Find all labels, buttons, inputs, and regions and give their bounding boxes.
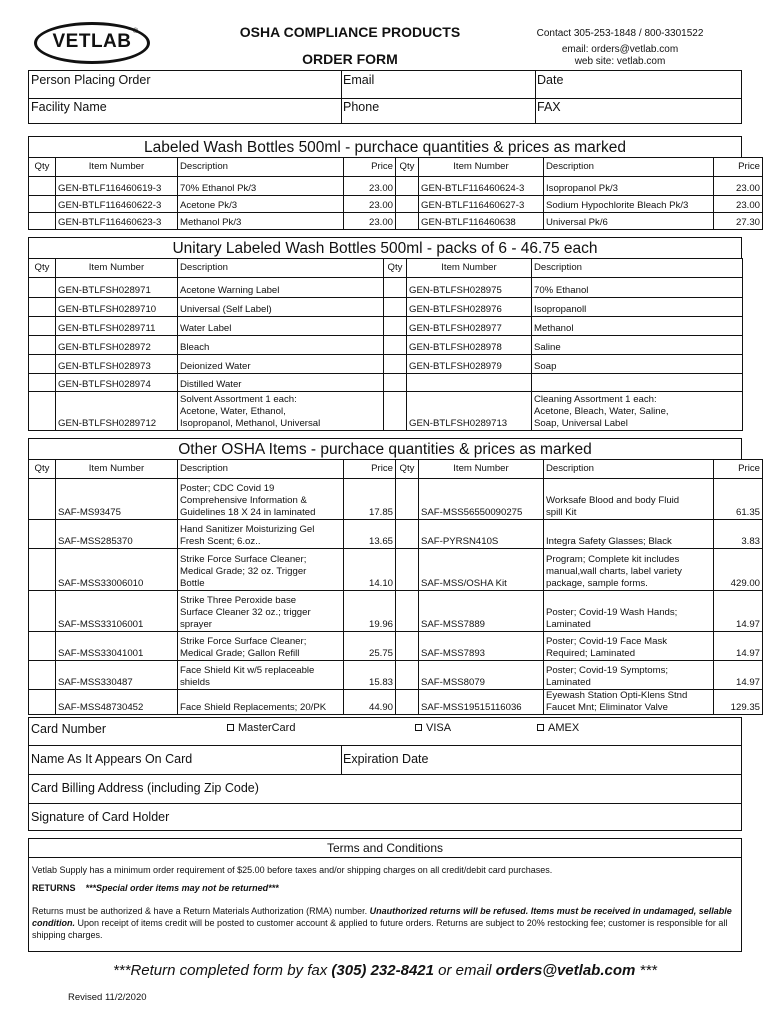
cell-price: 23.00 xyxy=(714,196,763,213)
cell-price: 15.83 xyxy=(344,661,396,690)
cell-item-number: SAF-PYRSN410S xyxy=(419,520,544,549)
footer-text-2: or email xyxy=(433,962,496,979)
cell-description: Hand Sanitizer Moisturizing Gel Fresh Scent; 6.oz.. xyxy=(178,520,344,549)
cell-item-number: SAF-MSS48730452 xyxy=(56,690,178,715)
cell-item-number: SAF-MSS33041001 xyxy=(56,632,178,661)
column-header-item-number: Item Number xyxy=(56,460,178,479)
cell-item-number: SAF-MSS33006010 xyxy=(56,549,178,591)
cell-description: Strike Three Peroxide base Surface Cleaner 32 oz.; trigger sprayer xyxy=(178,591,344,632)
column-header-description: Description xyxy=(544,158,714,177)
cell-price: 14.97 xyxy=(714,591,763,632)
qty-input[interactable] xyxy=(29,213,56,230)
signature-label: Signature of Card Holder xyxy=(31,810,170,824)
qty-input[interactable] xyxy=(29,549,56,591)
mastercard-option[interactable] xyxy=(227,722,295,734)
column-header-item-number: Item Number xyxy=(419,158,544,177)
cell-price: 25.75 xyxy=(344,632,396,661)
cell-price: 61.35 xyxy=(714,479,763,520)
returns-note: ***Special order items may not be returned*** xyxy=(85,883,279,893)
table-row xyxy=(29,690,763,715)
qty-input[interactable] xyxy=(29,317,56,336)
date-field[interactable] xyxy=(535,71,741,99)
cell-item-number: GEN-BTLF116460623-3 xyxy=(56,213,178,230)
section2-table xyxy=(28,258,743,431)
cell-description: Poster; Covid-19 Face Mask Required; Laminated xyxy=(544,632,714,661)
column-header-description: Description xyxy=(178,259,384,278)
cell-description: 70% Ethanol Pk/3 xyxy=(178,177,344,196)
section1-table xyxy=(28,157,763,230)
cell-item-number: SAF-MSS7893 xyxy=(419,632,544,661)
cell-item-number: SAF-MSS8079 xyxy=(419,661,544,690)
cell-description: Saline xyxy=(532,336,743,355)
table-header-row xyxy=(29,460,763,479)
cell-description: Deionized Water xyxy=(178,355,384,374)
vetlab-logo xyxy=(34,22,150,64)
phone-field[interactable] xyxy=(341,98,536,123)
cell-item-number xyxy=(407,374,532,392)
qty-input[interactable] xyxy=(396,661,419,690)
fax-label: FAX xyxy=(537,100,561,114)
cell-description: Poster; Covid-19 Wash Hands; Laminated xyxy=(544,591,714,632)
contact-email: email: orders@vetlab.com xyxy=(561,44,679,55)
visa-checkbox[interactable] xyxy=(415,724,422,731)
cell-item-number: GEN-BTLFSH0289710 xyxy=(56,298,178,317)
cell-item-number: GEN-BTLF116460619-3 xyxy=(56,177,178,196)
cell-item-number: GEN-BTLF116460622-3 xyxy=(56,196,178,213)
qty-input[interactable] xyxy=(29,591,56,632)
billing-address-label: Card Billing Address (including Zip Code) xyxy=(31,781,259,795)
fax-number: (305) 232-8421 xyxy=(331,962,434,979)
qty-input[interactable] xyxy=(396,591,419,632)
qty-input[interactable] xyxy=(29,392,56,431)
cell-description: Acetone Warning Label xyxy=(178,278,384,298)
qty-input[interactable] xyxy=(396,196,419,213)
cell-price: 17.85 xyxy=(344,479,396,520)
cell-item-number: GEN-BTLFSH028973 xyxy=(56,355,178,374)
qty-input[interactable] xyxy=(29,278,56,298)
amex-checkbox[interactable] xyxy=(537,724,544,731)
expiration-label: Expiration Date xyxy=(343,752,429,766)
cell-description: Strike Force Surface Cleaner; Medical Grade; 32 oz. Trigger Bottle xyxy=(178,549,344,591)
facility-field[interactable] xyxy=(29,98,342,123)
cell-price: 429.00 xyxy=(714,549,763,591)
column-header-qty: Qty xyxy=(29,158,56,177)
cell-item-number: GEN-BTLFSH028979 xyxy=(407,355,532,374)
cell-item-number: GEN-BTLFSH0289713 xyxy=(407,392,532,431)
signature-field[interactable] xyxy=(29,804,741,830)
logo-text: VETLAB xyxy=(52,31,132,52)
qty-input[interactable] xyxy=(396,632,419,661)
table-row xyxy=(29,355,743,374)
cell-item-number: GEN-BTLFSH0289711 xyxy=(56,317,178,336)
cell-item-number: SAF-MSS285370 xyxy=(56,520,178,549)
column-header-price: Price xyxy=(714,460,763,479)
order-email[interactable]: orders@vetlab.com xyxy=(495,962,636,979)
table-row xyxy=(29,278,743,298)
cell-description: Program; Complete kit includes manual,wall charts, label variety package, sample forms. xyxy=(544,549,714,591)
qty-input[interactable] xyxy=(29,355,56,374)
fax-field[interactable] xyxy=(535,98,741,123)
table-row xyxy=(29,317,743,336)
cell-description: Poster; Covid-19 Symptoms; Laminated xyxy=(544,661,714,690)
cell-item-number: SAF-MSS330487 xyxy=(56,661,178,690)
cell-description: Face Shield Replacements; 20/PK xyxy=(178,690,344,715)
amex-option[interactable] xyxy=(537,722,579,734)
cell-description: Isopropanol Pk/3 xyxy=(544,177,714,196)
returns-text-2: Upon receipt of items credit will be posted to customer account & applied to future orders. Returns are subject to 20% restocking fee; customer is responsible for all shipping charges. xyxy=(32,918,728,940)
cell-description: Integra Safety Glasses; Black xyxy=(544,520,714,549)
visa-option[interactable] xyxy=(415,722,451,734)
qty-input[interactable] xyxy=(384,392,407,431)
date-label: Date xyxy=(537,73,564,87)
cell-item-number: GEN-BTLFSH028977 xyxy=(407,317,532,336)
cell-description: Soap xyxy=(532,355,743,374)
column-header-description: Description xyxy=(178,460,344,479)
cell-item-number: GEN-BTLF116460638 xyxy=(419,213,544,230)
person-label: Person Placing Order xyxy=(31,73,151,87)
cell-description: Strike Force Surface Cleaner; Medical Grade; Gallon Refill xyxy=(178,632,344,661)
table-header-row xyxy=(29,259,743,278)
card-number-field[interactable] xyxy=(29,718,741,746)
billing-address-field[interactable] xyxy=(29,775,741,804)
returns-label: RETURNS xyxy=(32,883,76,893)
terms-title: Terms and Conditions xyxy=(29,839,741,858)
table-row xyxy=(29,632,763,661)
cell-item-number: SAF-MSS7889 xyxy=(419,591,544,632)
cell-description: Isopropanoll xyxy=(532,298,743,317)
returns-text xyxy=(32,905,737,941)
qty-input[interactable] xyxy=(396,690,419,715)
person-field[interactable] xyxy=(29,71,342,99)
column-header-description: Description xyxy=(178,158,344,177)
terms-box xyxy=(28,838,742,952)
cell-description: 70% Ethanol xyxy=(532,278,743,298)
qty-input[interactable] xyxy=(384,278,407,298)
name-on-card-field[interactable] xyxy=(29,745,342,775)
cell-price: 14.97 xyxy=(714,632,763,661)
qty-input[interactable] xyxy=(29,196,56,213)
qty-input[interactable] xyxy=(29,661,56,690)
footer-text-1: ***Return completed form by fax xyxy=(112,962,332,979)
contact-phone: Contact 305-253-1848 / 800-3301522 xyxy=(536,28,704,39)
cell-item-number: SAF-MSS/OSHA Kit xyxy=(419,549,544,591)
cell-price: 23.00 xyxy=(344,177,396,196)
cell-price: 129.35 xyxy=(714,690,763,715)
column-header-description: Description xyxy=(532,259,743,278)
cell-item-number: GEN-BTLFSH028972 xyxy=(56,336,178,355)
table-row xyxy=(29,196,763,213)
cell-price: 14.10 xyxy=(344,549,396,591)
cell-price: 23.00 xyxy=(714,177,763,196)
qty-input[interactable] xyxy=(29,298,56,317)
cell-description: Bleach xyxy=(178,336,384,355)
form-title: OSHA COMPLIANCE PRODUCTS xyxy=(239,24,461,40)
returns-heading xyxy=(32,882,737,894)
revision-date: Revised 11/2/2020 xyxy=(68,992,147,1003)
table-row xyxy=(29,374,743,392)
column-header-price: Price xyxy=(344,158,396,177)
cell-description: Acetone Pk/3 xyxy=(178,196,344,213)
cell-description: Poster; CDC Covid 19 Comprehensive Information & Guidelines 18 X 24 in laminated xyxy=(178,479,344,520)
registered-mark: ® xyxy=(132,28,138,35)
column-header-qty: Qty xyxy=(396,460,419,479)
cell-item-number: GEN-BTLFSH028975 xyxy=(407,278,532,298)
contact-web: web site: vetlab.com xyxy=(574,56,666,67)
payment-box xyxy=(28,717,742,831)
email-field[interactable] xyxy=(341,71,536,99)
cell-description: Distilled Water xyxy=(178,374,384,392)
section3-table xyxy=(28,459,763,715)
cell-item-number: SAF-MS93475 xyxy=(56,479,178,520)
column-header-qty: Qty xyxy=(384,259,407,278)
cell-item-number: SAF-MSS33106001 xyxy=(56,591,178,632)
cell-description xyxy=(532,374,743,392)
table-row xyxy=(29,213,763,230)
section3-title: Other OSHA Items - purchace quantities & prices as marked xyxy=(28,438,742,460)
table-row xyxy=(29,549,763,591)
card-number-label: Card Number xyxy=(31,722,107,736)
cell-description: Worksafe Blood and body Fluid spill Kit xyxy=(544,479,714,520)
phone-label: Phone xyxy=(343,100,380,114)
cell-description: Eyewash Station Opti-Klens Stnd Faucet Mnt; Eliminator Valve xyxy=(544,690,714,715)
cell-price: 23.00 xyxy=(344,196,396,213)
table-row xyxy=(29,392,743,431)
table-row xyxy=(29,591,763,632)
cell-description: Solvent Assortment 1 each: Acetone, Water, Ethanol, Isopropanol, Methanol, Universal xyxy=(178,392,384,431)
returns-text-1: Returns must be authorized & have a Return Materials Authorization (RMA) number. xyxy=(32,906,370,916)
form-subtitle: ORDER FORM xyxy=(302,51,398,67)
qty-input[interactable] xyxy=(384,374,407,392)
name-on-card-label: Name As It Appears On Card xyxy=(31,752,193,766)
cell-description: Methanol Pk/3 xyxy=(178,213,344,230)
qty-input[interactable] xyxy=(396,177,419,196)
cell-price: 44.90 xyxy=(344,690,396,715)
amex-label: AMEX xyxy=(548,722,580,734)
column-header-item-number: Item Number xyxy=(419,460,544,479)
expiration-field[interactable] xyxy=(341,745,741,775)
qty-input[interactable] xyxy=(396,549,419,591)
cell-description: Sodium Hypochlorite Bleach Pk/3 xyxy=(544,196,714,213)
cell-price: 23.00 xyxy=(344,213,396,230)
minimum-order-text: Vetlab Supply has a minimum order requirement of $25.00 before taxes and/or shipping charges on all credit/debit card purchases. xyxy=(32,865,553,875)
qty-input[interactable] xyxy=(29,177,56,196)
qty-input[interactable] xyxy=(396,479,419,520)
cell-item-number: GEN-BTLFSH028974 xyxy=(56,374,178,392)
qty-input[interactable] xyxy=(384,355,407,374)
cell-description: Universal Pk/6 xyxy=(544,213,714,230)
footer-text-3: *** xyxy=(635,962,658,979)
cell-item-number: SAF-MSS56550090275 xyxy=(419,479,544,520)
table-row xyxy=(29,336,743,355)
cell-price: 14.97 xyxy=(714,661,763,690)
section2-title: Unitary Labeled Wash Bottles 500ml - packs of 6 - 46.75 each xyxy=(28,237,742,259)
cell-description: Universal (Self Label) xyxy=(178,298,384,317)
table-row xyxy=(29,177,763,196)
cell-price: 19.96 xyxy=(344,591,396,632)
cell-item-number: GEN-BTLFSH028971 xyxy=(56,278,178,298)
qty-input[interactable] xyxy=(384,317,407,336)
cell-item-number: SAF-MSS19515116036 xyxy=(419,690,544,715)
column-header-description: Description xyxy=(544,460,714,479)
return-instructions xyxy=(28,962,742,979)
cell-item-number: GEN-BTLFSH028976 xyxy=(407,298,532,317)
customer-info-box xyxy=(28,70,742,124)
table-row xyxy=(29,479,763,520)
qty-input[interactable] xyxy=(29,479,56,520)
qty-input[interactable] xyxy=(29,690,56,715)
visa-label: VISA xyxy=(426,722,452,734)
cell-description: Water Label xyxy=(178,317,384,336)
email-label: Email xyxy=(343,73,375,87)
cell-item-number: GEN-BTLFSH028978 xyxy=(407,336,532,355)
cell-item-number: GEN-BTLF116460624-3 xyxy=(419,177,544,196)
qty-input[interactable] xyxy=(384,336,407,355)
qty-input[interactable] xyxy=(29,632,56,661)
table-row xyxy=(29,298,743,317)
column-header-qty: Qty xyxy=(396,158,419,177)
mastercard-checkbox[interactable] xyxy=(227,724,234,731)
column-header-qty: Qty xyxy=(29,460,56,479)
table-row xyxy=(29,661,763,690)
mastercard-label: MasterCard xyxy=(238,722,296,734)
column-header-item-number: Item Number xyxy=(56,158,178,177)
cell-description: Methanol xyxy=(532,317,743,336)
cell-description: Face Shield Kit w/5 replaceable shields xyxy=(178,661,344,690)
table-header-row xyxy=(29,158,763,177)
qty-input[interactable] xyxy=(29,520,56,549)
table-row xyxy=(29,520,763,549)
cell-price: 27.30 xyxy=(714,213,763,230)
qty-input[interactable] xyxy=(396,520,419,549)
qty-input[interactable] xyxy=(29,374,56,392)
cell-item-number: GEN-BTLFSH0289712 xyxy=(56,392,178,431)
returns-text-bold: Unauthorized returns will be refused. Items must be received in undamaged, sellable condition. xyxy=(32,906,732,928)
column-header-price: Price xyxy=(714,158,763,177)
column-header-price: Price xyxy=(344,460,396,479)
section1-title: Labeled Wash Bottles 500ml - purchace quantities & prices as marked xyxy=(28,136,742,158)
qty-input[interactable] xyxy=(29,336,56,355)
cell-price: 3.83 xyxy=(714,520,763,549)
qty-input[interactable] xyxy=(396,213,419,230)
cell-item-number: GEN-BTLF116460627-3 xyxy=(419,196,544,213)
cell-description: Cleaning Assortment 1 each: Acetone, Bleach, Water, Saline, Soap, Universal Label xyxy=(532,392,743,431)
column-header-item-number: Item Number xyxy=(56,259,178,278)
cell-price: 13.65 xyxy=(344,520,396,549)
qty-input[interactable] xyxy=(384,298,407,317)
column-header-qty: Qty xyxy=(29,259,56,278)
column-header-item-number: Item Number xyxy=(407,259,532,278)
facility-label: Facility Name xyxy=(31,100,107,114)
